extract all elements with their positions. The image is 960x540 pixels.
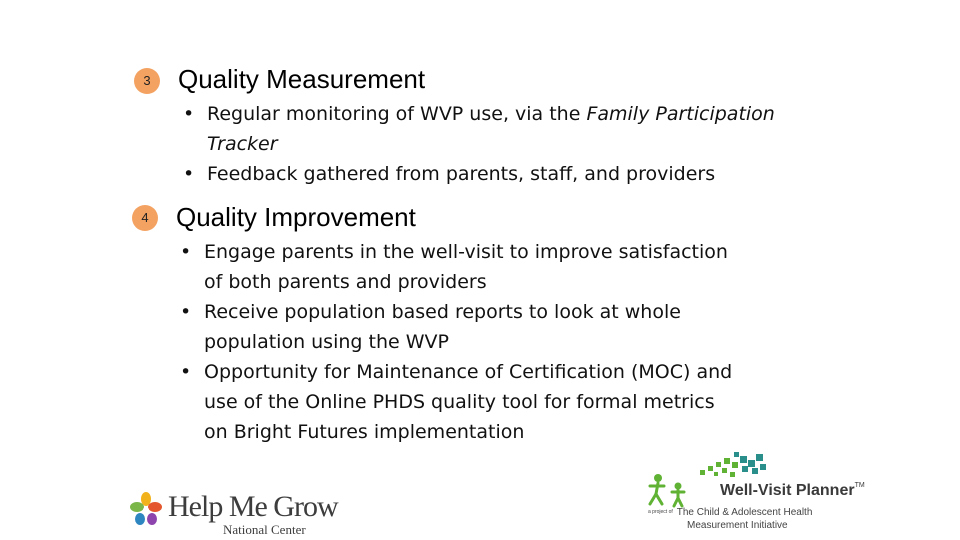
section-3-heading: Quality Measurement bbox=[178, 64, 426, 94]
section-3-number-badge: 3 bbox=[134, 68, 160, 94]
bullet-item: • Receive population based reports to look at whole population using the WVP bbox=[177, 297, 737, 357]
bullet-item: • Feedback gathered from parents, staff, and providers bbox=[180, 159, 780, 189]
section-4-heading: Quality Improvement bbox=[176, 202, 416, 232]
bullet-item: • Regular monitoring of WVP use, via the Family Participation Tracker bbox=[180, 99, 780, 159]
help-me-grow-wordmark: Help Me Grow bbox=[168, 490, 338, 523]
well-visit-planner-subtitle-2: Measurement Initiative bbox=[687, 520, 788, 531]
well-visit-planner-dots-icon bbox=[642, 450, 842, 510]
section-3-bullet-list bbox=[180, 99, 780, 189]
well-visit-planner-subtitle: a project of The Child & Adolescent Health bbox=[648, 507, 813, 518]
help-me-grow-flower-icon bbox=[128, 490, 164, 530]
section-4-bullet-list bbox=[177, 237, 737, 447]
help-me-grow-subtitle: National Center bbox=[223, 522, 306, 537]
well-visit-planner-logo bbox=[642, 450, 865, 538]
section-4-number-badge: 4 bbox=[132, 205, 158, 231]
well-visit-planner-wordmark: Well-Visit Planner™ bbox=[720, 482, 865, 499]
family-participation-tracker-text: Family Participation Tracker bbox=[207, 103, 775, 155]
bullet-item: • Engage parents in the well-visit to improve satisfaction of both parents and providers bbox=[177, 237, 737, 297]
help-me-grow-logo bbox=[128, 488, 338, 538]
bullet-item: • Opportunity for Maintenance of Certification (MOC) and use of the Online PHDS quality tool for formal metrics on Bright Futures implementation bbox=[177, 357, 737, 447]
